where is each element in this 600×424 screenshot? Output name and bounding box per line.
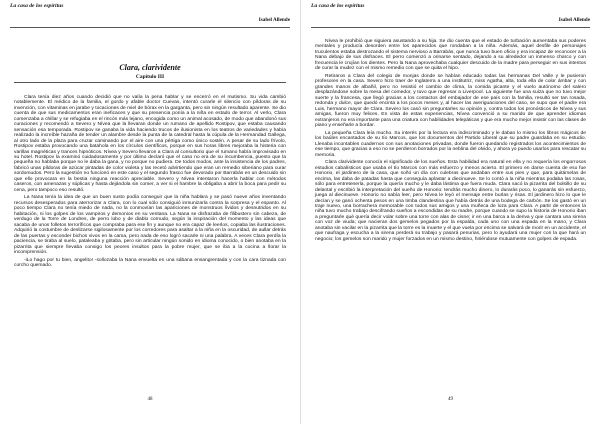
paragraph: La pequeña Clara leía mucho. Su interés por la lectura era indiscriminado y le daban lo mismo los libros mágicos de los baúles encantados de su tío Marcos, que los documentos del Partido Liberal que su padre guardaba en su estudio. Llenaba incontables cuadernos con sus anotaciones privadas, donde fueron quedando registrados los acontecimientos de ese tiempo, que gracias a eso no se perdieron borrados por la neblina del olvido, y ahora yo puedo usarlos para rescatar su memoria. <box>315 130 586 158</box>
paragraph: Nívea le prohibió que siguiera asustando a su hija. Se dio cuenta que el estado de turbación aumentaba sus poderes mentales y producía desorden entre los aparecidos que rondaban a la niña. Además, aquel desfile de personajes truculentos estaba destrozando el sistema nervioso a Barrabás, que nunca tuvo buen oficio y era incapaz de reconocer a la Nana debajo de sus disfraces. El perro comenzó a orinarse sentado, dejando a su alrededor un inmenso charco y con frecuencia le crujían los dientes. Pero la Nana aprovechaba cualquier descuido de la madre para perseguir en sus intentos de curar la mudez con el mismo remedio con que se quita el hipo. <box>315 39 586 72</box>
author-name: Isabel Allende <box>558 17 590 23</box>
paragraph: La Nana tenía la idea de que un buen susto podía conseguir que la niña hablara y se pasó nueve años inventando recursos desesperados para aterrorizar a Clara, con lo cual sólo consiguió inmunizarla contra la sorpresa y el espanto. Al poco tiempo Clara no tenía miedo de nada, no la conmovían las apariciones de monstruos lívidos y desnutridos en su habitación, ni los golpes de los vampiros y demonios en su ventana. La Nana se disfrazaba de filibustero sin cabeza, de verdugo de la Torre de Londres, de perro lobo y de diablo cornudo, según la inspiración del momento y las ideas que sacaba de unos folletos terroríficos que compraba para ese fin y aunque no era capaz de leerlos, copiaba las ilustraciones. Adquirió la costumbre de deslizarse sigilosamente por los corredores para asaltar a la niña en la oscuridad, de aullar detrás de las puertas y esconder bichos vivos en la cama, pero nada de eso logró sacarle ni una palabra. A veces Clara perdía la paciencia, se tiraba al suelo, pataleaba y gritaba, pero sin articular ningún sonido en idioma conocido, o bien anotaba en la pizarrita que siempre llevaba consigo los peores insultos para la pobre mujer, que se iba a la cocina a llorar la incomprensión. <box>14 195 286 255</box>
paragraph: -iLo hago por tu bien, angelito! -sollozaba la Nana envuelta en una sábana ensangrentada y con la cara tiznada con corcho quemado. <box>14 257 286 269</box>
right-body-text <box>315 39 586 245</box>
header-rule <box>10 27 290 28</box>
page-number: 48 <box>147 397 153 402</box>
left-body-text <box>14 95 286 271</box>
header-rule <box>311 27 590 28</box>
chapter-title: Clara, clarividente <box>119 63 181 72</box>
page-number: 49 <box>448 397 453 402</box>
right-page <box>300 0 600 424</box>
page-header <box>311 3 590 31</box>
paragraph: Retiraron a Clara del colegio de monjas donde se habían educado todas las hermanas Del Valle y le pusieron profesores en la casa. Severo hizo traer de Inglaterra a una institutriz, miss Agatha, alta, toda ella de color ámbar y con grandes manos de albañil, pero no resistió el cambio de clima, la comida picante y el vuelo autónomo del salero desplazándose sobre la mesa del comedor, y tuvo que regresar a Liverpool. La siguiente fue una suiza que no tuvo mejor suerte y la francesa, que llegó gracias a los contactos del embajador de ese país con la familia, resultó ser tan rosada, redonda y dulce, que quedó encinta a los pocos meses y, al hacer las averiguaciones del caso, se supo que el padre era Luis, hermano mayor de Clara. Severo los casó sin preguntarles su opinión y, contra todos los pronósticos de Nívea y sus amigas, fueron muy felices. En vista de estas experiencias, Nívea convenció a su marido de que aprender idiomas extranjeros no era importante para una criatura con habilidades telepáticas y que era mucho mejor insistir con las clases de piano y enseñarle a bordar. <box>315 74 586 129</box>
book-title: La casa de los espíritus <box>311 3 365 9</box>
chapter-number: Capítulo III <box>135 74 165 80</box>
paragraph: Clara tenía diez años cuando decidió que no valía la pena hablar y se encerró en el mutismo. Su vida cambió notablemente. El médico de la familia, el gordo y afable doctor Cuevas, intentó curarle el silencio con píldoras de su invención, con vitaminas en jarabe y tocaciones de miel de bórax en la garganta, pero sin ningún resultado aparente. Se dio cuenta de que sus medicamentos eran ineficaces y que su presencia ponía a la niña en estado de terror. Al verlo, Clara comenzaba a chillar y se refugiaba en el rincón más lejano, encogida como un animal acosado, de modo que abandonó sus curaciones y recomendó a Severo y Nívea que la llevaran donde un rumano de apellido Rostipov, que estaba causando sensación esa temporada. Rostipov se ganaba la vida haciendo trucos de ilusionista en los teatros de variedades y había realizado la increíble hazaña de tender un alambre desde la punta de la catedral hasta la cúpula de la Hermandad Gallega, al otro lado de la plaza para cruzar caminando por el aire con una pértiga como único sostén. A pesar de su lado frívolo, Rostipov estaba provocando una batahola en los círculos científicos, porque en sus horas libres mejoraba la histeria con varillas magnéticas y trances hipnóticos. Nívea y Severo llevaron a Clara al consultorio que el rumano había improvisado en su hotel. Rostipov la examinó cuidadosamente y por último declaró que el caso no era de su incumbencia, puesto que la pequeña no hablaba porque no le daba la gana, y no porque no pudiera. De todos modos, ante la insistencia de los padres, fabricó unas píldoras de azúcar pintadas de color violeta y las recetó advirtiendo que eran un remedio siberiano para curar sordomudos. Pero la sugestión no funcionó en este caso y el segundo frasco fue devorado por Barrabás en un descuido sin que ello provocara en la bestia ninguna reacción apreciable. Severo y Nívea intentaron hacerla hablar con métodos caseros, con amenazas y súplicas y hasta dejándola sin comer, a ver si el hambre la obligaba a abrir la boca para pedir su cena, pero tampoco eso resultó. <box>14 95 286 193</box>
paragraph: Clara clarividente conocía el significado de los sueños. Esta habilidad era natural en ella y no requería los engorrosos estudios cabalísticos que usaba el tío Marcos con más esfuerzo y menos acierto. El primero en darse cuenta de eso fue Honorio, el jardinero de la casa, que soñó un día con culebras que andaban entre sus pies y que, para quitárselas de encima, las daba de patadas hasta que conseguía aplastar a diecinueve. Se lo contó a la niña mientras podaba las rosas, sólo para entretenerla, porque la quería mucho y le daba lástima que fuera muda. Clara sacó la pizarrita del bolsillo de su delantal y escribió la interpretación del sueño de Honorio: tendrás mucho dinero, lo durarás poco, lo ganarás sin esfuerzo, juega al diecinueve. Honorio no sabía leer, pero Nívea le leyó el mensaje entre burlas y risas. El jardinero hizo lo que le decían y se ganó ochenta pesos en una timba clandestina que había detrás de una bodega de carbón. Se los gastó en un traje nuevo, una borrachera memorable con todos sus amigos y una muñeca de loza para Clara. A partir de entonces la niña tuvo mucho trabajo descifrando sueños a escondidas de su madre, porque cuando se supo la historia de Honorio iban a preguntarle qué quería decir volar sobre una torre con alas de cisne; ir en una barca a la deriva y que cantara una sirena con voz de viuda; que nacieran dos gemelos pegados por la espalda, cada uno con una espada en la mano, y Clara anotaba sin vacilar en la pizarrita que la torre es la muerte y el que vuela por encima se salvará de morir en un accidente, el que naufraga y escucha a la sirena perderá su trabajo y pasará penurias, pero lo ayudará una mujer con la que hará un negocio; los gemelos son marido y mujer forzados en un mismo destino, hiriéndose mutuamente con golpes de espada. <box>315 160 586 242</box>
chapter-rule <box>14 82 286 83</box>
book-title: La casa de los espíritus <box>10 3 64 9</box>
page-header <box>10 3 290 31</box>
author-name: Isabel Allende <box>258 17 290 23</box>
